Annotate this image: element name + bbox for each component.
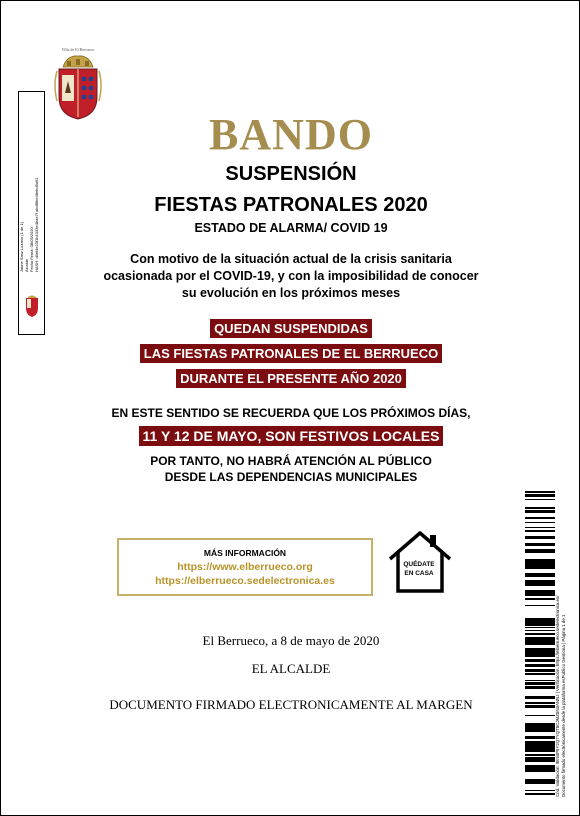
closure-line: POR TANTO, NO HABRÁ ATENCIÓN AL PÚBLICO [150, 454, 432, 468]
signing-date: El Berrueco, a 8 de mayo de 2020 [202, 633, 380, 648]
notice-text: LAS FIESTAS PATRONALES DE EL BERRUECO [140, 344, 442, 363]
svg-text:Villa de El Berrueco: Villa de El Berrueco [61, 47, 95, 52]
notice-suspended [1, 319, 580, 338]
closure-paragraph [1, 453, 580, 485]
notice-text: 11 Y 12 DE MAYO, SON FESTIVOS LOCALES [139, 426, 444, 446]
intro-line: su evolución en los próximos meses [181, 286, 401, 300]
document-title: BANDO [209, 110, 373, 159]
notice-festivities [1, 344, 580, 363]
signer-title: EL ALCALDE [251, 661, 331, 676]
validation-line: Documento firmado electrónicamente desde la plataforma esPublico Gestiona | Página 1 de 1 [561, 614, 566, 797]
notice-year [1, 369, 580, 388]
signed-note: DOCUMENTO FIRMADO ELECTRONICAMENTE AL MARGEN [109, 697, 473, 712]
signature-line: Alcalde [24, 258, 29, 272]
more-info-box [117, 538, 373, 596]
heading-fiestas: FIESTAS PATRONALES 2020 [154, 194, 428, 216]
more-info-title: MÁS INFORMACIÓN [203, 548, 287, 558]
intro-line: ocasionada por el COVID-19, y con la imposibilidad de conocer [103, 269, 479, 283]
notice-text: DURANTE EL PRESENTE AÑO 2020 [176, 369, 406, 388]
notice-holidays [1, 426, 580, 446]
stay-home-line: EN CASA [404, 570, 434, 577]
validation-line: Cód. Validación: 9E94P5Y2Q7YQT5CJMZ5N3ANNJ | Verificación: https://elberrueco.sedelectronica.es/ [555, 595, 560, 797]
reminder-paragraph: EN ESTE SENTIDO SE RECUERDA QUE LOS PRÓXIMOS DÍAS, [111, 406, 471, 420]
website-link[interactable]: https://www.elberrueco.org [177, 561, 313, 573]
sede-electronica-link[interactable]: https://elberrueco.sedelectronica.es [155, 575, 335, 587]
barcode-icon [525, 491, 555, 797]
notice-text: QUEDAN SUSPENDIDAS [210, 319, 372, 338]
intro-paragraph [1, 251, 580, 302]
signature-line: Fecha Firma: 08/05/2020 [29, 227, 34, 272]
signature-line: Jaime Sanz Lozano (1 de 1) [19, 221, 24, 272]
intro-line: Con motivo de la situación actual de la crisis sanitaria [130, 252, 452, 266]
signature-line: HASH: d4ef4e23f1b1033e4bae7f abdf8be48ebd9a61 [34, 177, 39, 272]
closure-line: DESDE LAS DEPENDENCIAS MUNICIPALES [164, 470, 418, 484]
validation-text [555, 491, 575, 797]
stay-home-label [396, 560, 442, 578]
heading-suspension: SUSPENSIÓN [225, 163, 357, 185]
stay-home-line: QUÉDATE [403, 561, 435, 568]
subheading: ESTADO DE ALARMA/ COVID 19 [194, 221, 388, 235]
